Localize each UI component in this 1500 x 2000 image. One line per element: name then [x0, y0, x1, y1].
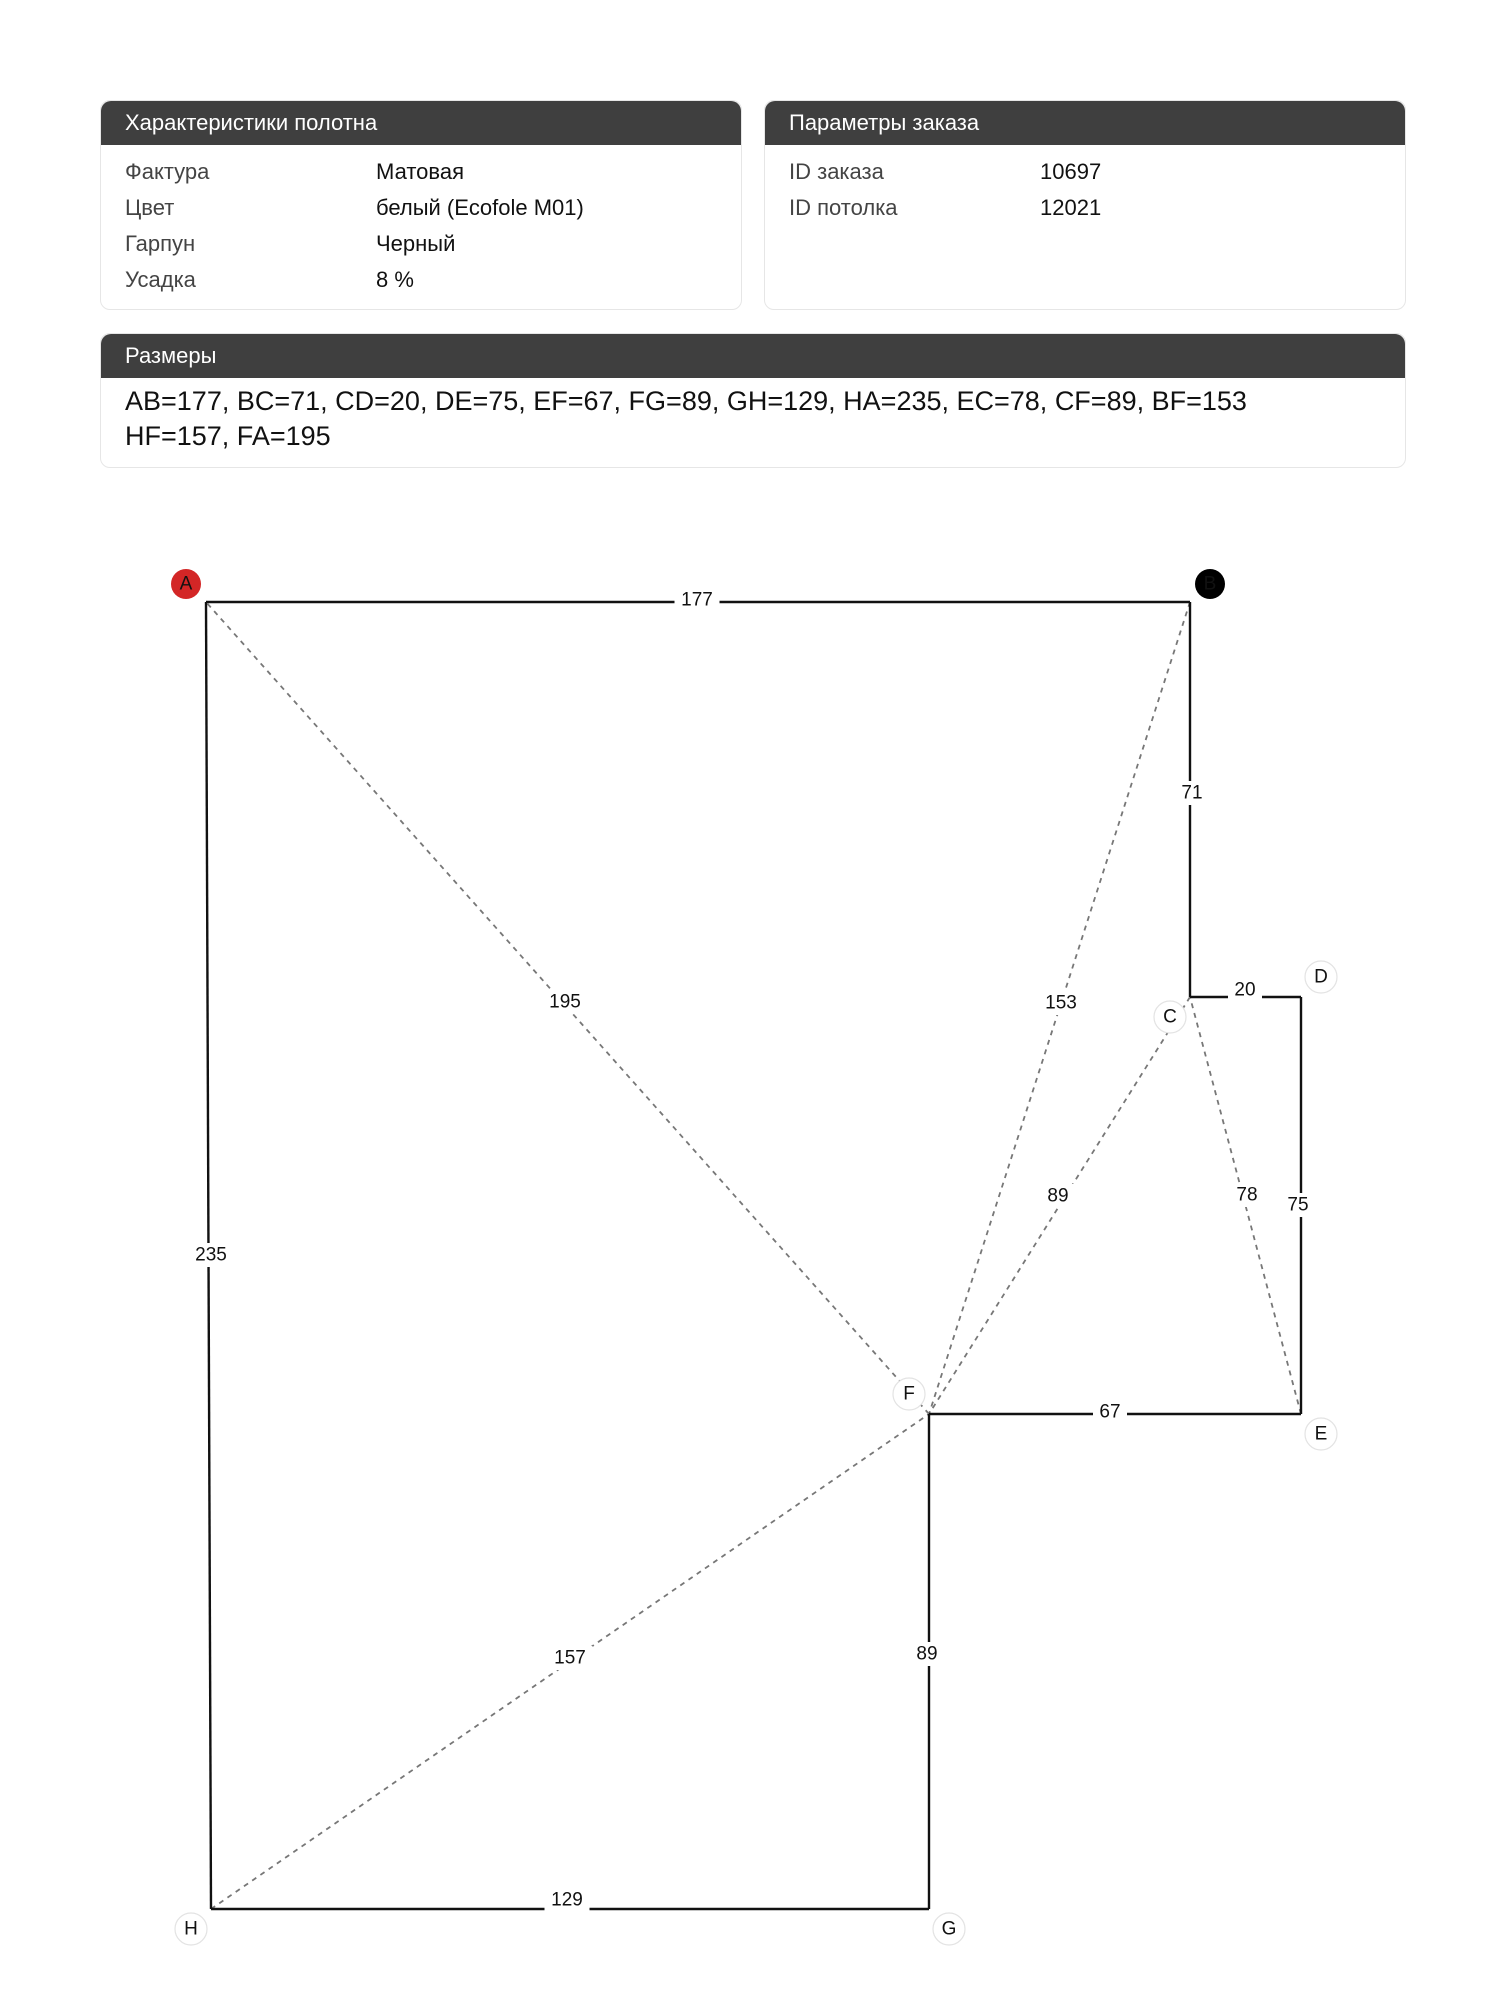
length-label-hf: 157 [554, 1647, 586, 1669]
property-value: Черный [376, 231, 456, 256]
length-label-cf: 89 [1047, 1185, 1069, 1207]
property-key: Гарпун [125, 231, 196, 256]
length-label-bc: 71 [1181, 782, 1203, 804]
order-key: ID заказа [789, 159, 884, 184]
order-parameters-title: Параметры заказа [765, 101, 1405, 145]
property-key: Фактура [125, 159, 210, 184]
order-value: 10697 [1040, 159, 1102, 184]
length-label-fg: 89 [916, 1643, 938, 1665]
vertex-label-f: F [903, 1383, 915, 1405]
vertex-label-e: E [1314, 1423, 1328, 1445]
length-labels [189, 588, 1316, 1912]
side-lines [206, 602, 1301, 1909]
order-key: ID потолка [789, 195, 898, 220]
length-label-fa: 195 [549, 991, 581, 1013]
vertex-label-b: B [1203, 573, 1217, 595]
length-label-ec: 78 [1236, 1184, 1258, 1206]
length-label-gh: 129 [551, 1889, 583, 1911]
diagonal-lines [206, 602, 1301, 1909]
length-label-ha: 235 [195, 1244, 227, 1266]
vertex-label-h: H [184, 1918, 198, 1940]
dimensions-line-1: AB=177, BC=71, CD=20, DE=75, EF=67, FG=89, GH=129, HA=235, EC=78, CF=89, BF=153 [125, 386, 1247, 416]
dimensions-title: Размеры [101, 334, 1405, 378]
property-value: 8 % [376, 267, 414, 292]
canvas-properties-title: Характеристики полотна [101, 101, 741, 145]
length-label-bf: 153 [1045, 992, 1077, 1014]
length-label-de: 75 [1287, 1194, 1309, 1216]
vertex-label-a: A [179, 573, 193, 595]
length-label-ef: 67 [1099, 1401, 1121, 1423]
property-key: Цвет [125, 195, 175, 220]
property-value: Матовая [376, 159, 464, 184]
length-label-ab: 177 [681, 589, 713, 611]
vertex-label-g: G [941, 1918, 957, 1940]
length-label-cd: 20 [1234, 979, 1256, 1001]
vertex-markers [171, 569, 1337, 1945]
vertex-label-d: D [1314, 966, 1328, 988]
vertex-label-c: C [1163, 1006, 1177, 1028]
dimensions-line-2: HF=157, FA=195 [125, 421, 331, 451]
order-value: 12021 [1040, 195, 1102, 220]
property-value: белый (Ecofole M01) [376, 195, 584, 220]
property-key: Усадка [125, 267, 196, 292]
